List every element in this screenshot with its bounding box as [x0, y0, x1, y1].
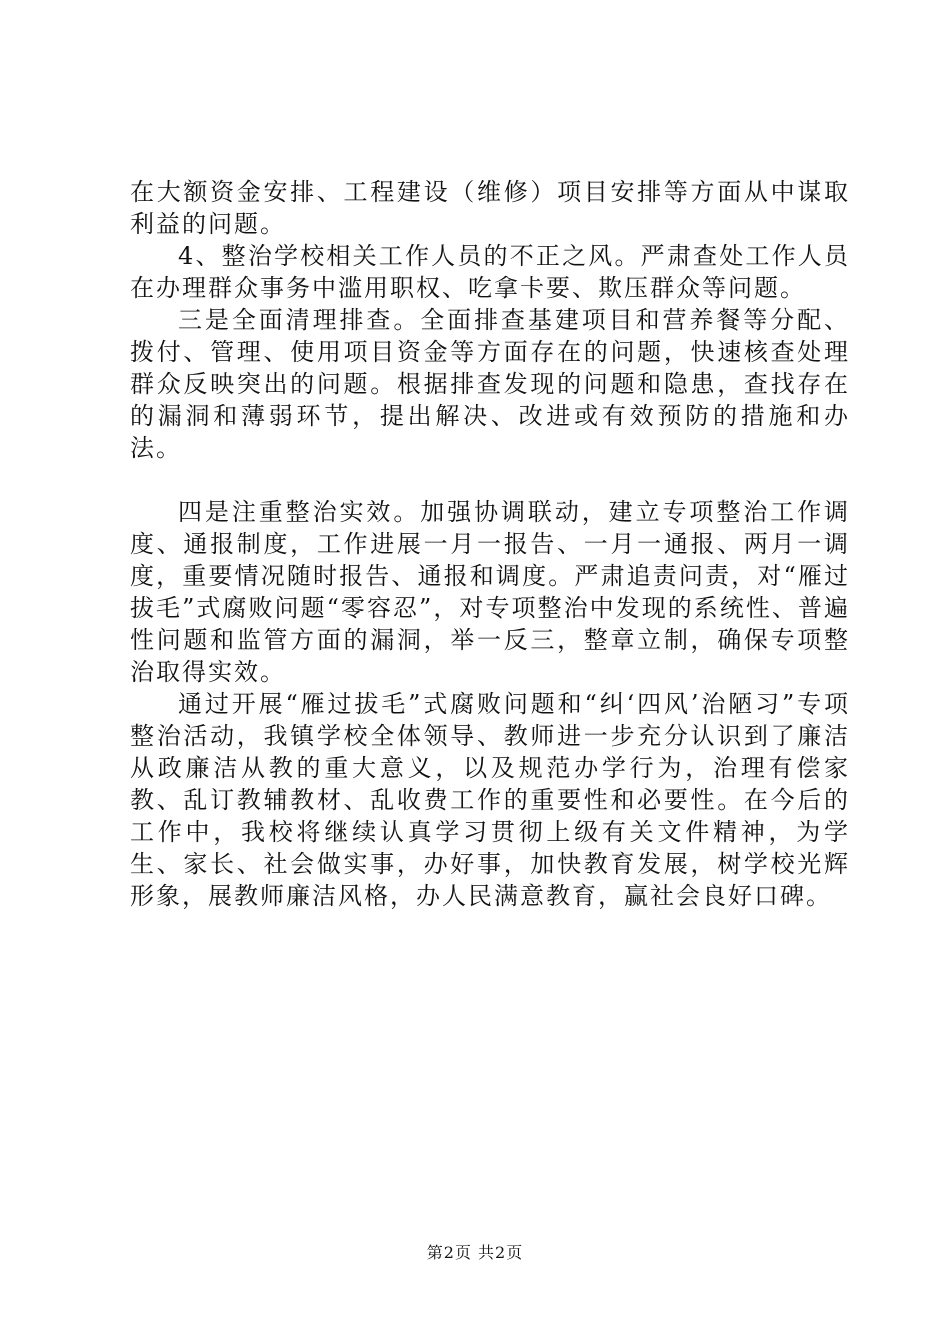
paragraph-section-3: 三是全面清理排查。全面排查基建项目和营养餐等分配、拨付、管理、使用项目资金等方面存在的问题，快速核查处理群众反映突出的问题。根据排查发现的问题和隐患，查找存在的漏洞和薄弱环节，提出解决、改进或有效预防的措施和办法。 [130, 306, 850, 462]
paragraph-item-4: 4、整治学校相关工作人员的不正之风。严肃查处工作人员在办理群众事务中滥用职权、吃拿卡要、欺压群众等问题。 [130, 242, 850, 302]
paragraph-section-4: 四是注重整治实效。加强协调联动，建立专项整治工作调度、通报制度，工作进展一月一报告、一月一通报、两月一调度，重要情况随时报告、通报和调度。严肃追责问责，对“雁过拔毛”式腐败问题“零容忍”，对专项整治中发现的系统性、普遍性问题和监管方面的漏洞，举一反三，整章立制，确保专项整治取得实效。 [130, 498, 850, 686]
paragraph-continuation: 在大额资金安排、工程建设（维修）项目安排等方面从中谋取利益的问题。 [130, 178, 850, 238]
paragraph-gap [130, 464, 850, 496]
document-body [130, 176, 850, 912]
paragraph-conclusion: 通过开展“雁过拔毛”式腐败问题和“纠‘四风’治陋习”专项整治活动，我镇学校全体领导、教师进一步充分认识到了廉洁从政廉洁从教的重大意义，以及规范办学行为，治理有偿家教、乱订教辅教材、乱收费工作的重要性和必要性。在今后的工作中，我校将继续认真学习贯彻上级有关文件精神，为学生、家长、社会做实事，办好事，加快教育发展，树学校光辉形象，展教师廉洁风格，办人民满意教育，赢社会良好口碑。 [130, 690, 850, 910]
page-footer: 第2页 共2页 [426, 1243, 524, 1262]
